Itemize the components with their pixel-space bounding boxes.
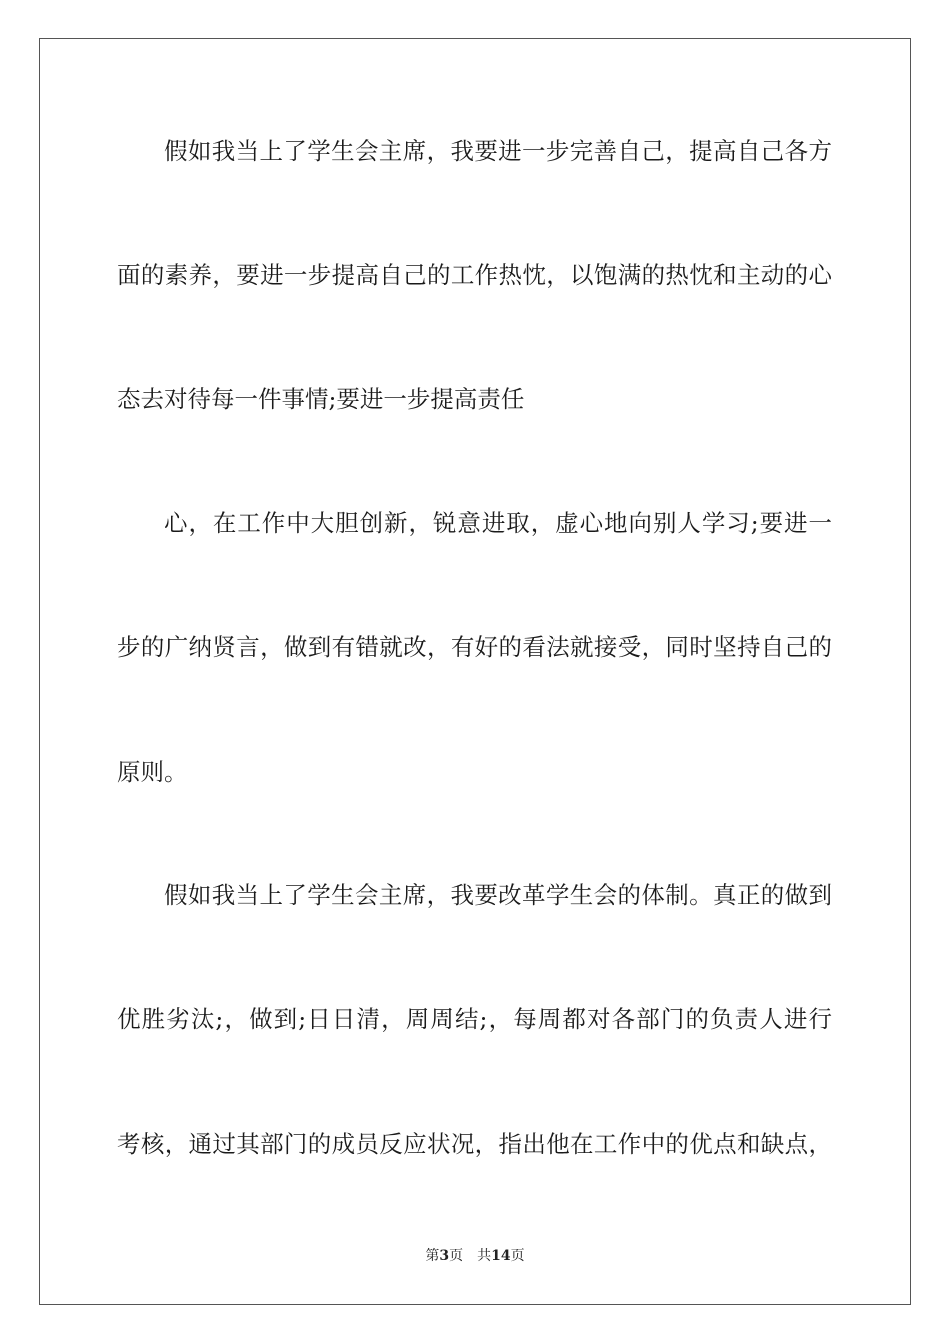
page-footer — [0, 1247, 950, 1265]
paragraph-3-line-3: 考核，通过其部门的成员反应状况，指出他在工作中的优点和缺点， — [117, 1130, 832, 1158]
page-number: 3 — [439, 1248, 450, 1264]
paragraph-2-line-2: 步的广纳贤言，做到有错就改，有好的看法就接受，同时坚持自己的 — [117, 633, 832, 661]
paragraph-1-line-2: 面的素养，要进一步提高自己的工作热忱，以饱满的热忱和主动的心 — [117, 261, 832, 289]
page-prefix: 第 — [425, 1248, 440, 1264]
page-border — [39, 38, 911, 1305]
paragraph-3-line-2: 优胜劣汰;，做到;日日清，周周结;，每周都对各部门的负责人进行 — [117, 1005, 832, 1033]
total-suffix: 页 — [510, 1248, 525, 1264]
total-prefix: 共 — [477, 1248, 492, 1264]
paragraph-2-line-3: 原则。 — [117, 758, 188, 786]
paragraph-3-line-1: 假如我当上了学生会主席，我要改革学生会的体制。真正的做到 — [164, 881, 832, 909]
paragraph-1-line-3: 态去对待每一件事情;要进一步提高责任 — [117, 385, 525, 413]
paragraph-1-line-1: 假如我当上了学生会主席，我要进一步完善自己，提高自己各方 — [164, 137, 832, 165]
total-pages: 14 — [491, 1248, 511, 1264]
paragraph-2-line-1: 心，在工作中大胆创新，锐意进取，虚心地向别人学习;要进一 — [164, 509, 832, 537]
page-suffix: 页 — [449, 1248, 464, 1264]
